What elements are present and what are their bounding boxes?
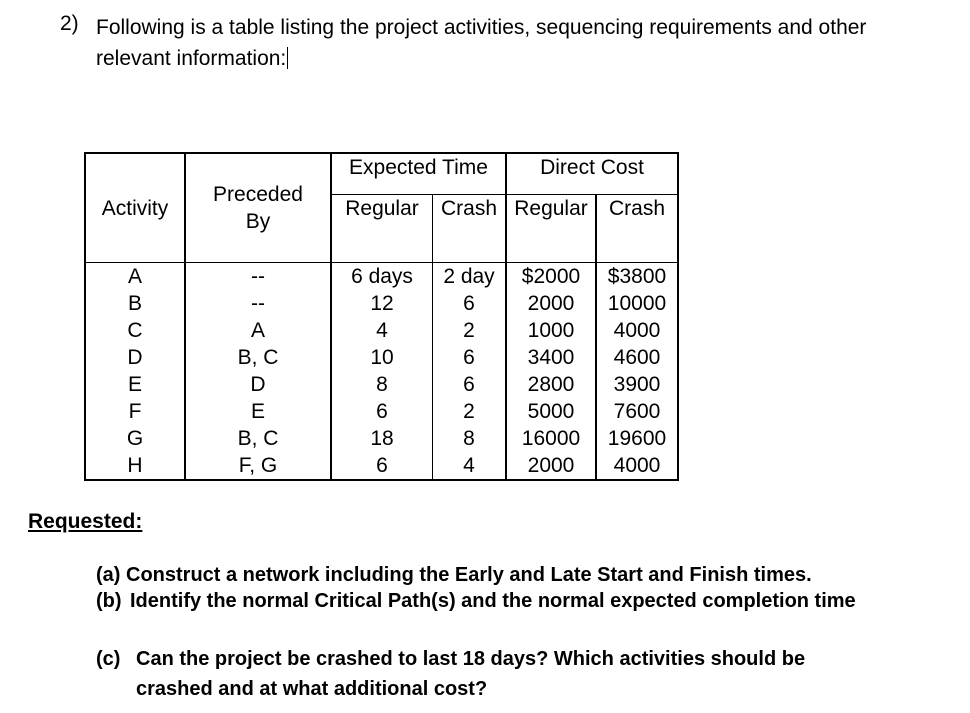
table-row: [85, 344, 678, 371]
header-expected-time: Expected Time: [331, 153, 506, 195]
activity-cell: A: [85, 262, 185, 290]
activity-cell: G: [85, 425, 185, 452]
requested-item-c: [96, 644, 896, 704]
header-spacer: [596, 235, 678, 262]
header-spacer: [331, 235, 433, 262]
cost-crash-cell: $3800: [596, 262, 678, 290]
activity-cell: C: [85, 317, 185, 344]
cost-regular-cell: 1000: [506, 317, 596, 344]
preceded-by-cell: B, C: [185, 425, 331, 452]
activities-table: [84, 152, 679, 481]
header-spacer-row: [85, 235, 678, 262]
cost-crash-cell: 4000: [596, 317, 678, 344]
table-row: [85, 317, 678, 344]
header-direct-cost: Direct Cost: [506, 153, 678, 195]
time-crash-cell: 2 day: [433, 262, 507, 290]
header-spacer: [506, 235, 596, 262]
preceded-by-cell: B, C: [185, 344, 331, 371]
item-b-text: Identify the normal Critical Path(s) and the normal expected completion time: [130, 590, 856, 612]
preceded-by-cell: F, G: [185, 452, 331, 480]
header-spacer: [433, 235, 507, 262]
cost-regular-cell: 2000: [506, 452, 596, 480]
header-cost-regular: Regular: [506, 195, 596, 235]
preceded-by-cell: D: [185, 371, 331, 398]
table-header-row-1: [85, 153, 678, 195]
table-row: [85, 452, 678, 480]
time-crash-cell: 4: [433, 452, 507, 480]
activity-cell: B: [85, 290, 185, 317]
preceded-by-cell: A: [185, 317, 331, 344]
question-number: 2): [60, 12, 79, 35]
time-regular-cell: 6 days: [331, 262, 433, 290]
item-c-marker: (c): [96, 648, 121, 670]
header-spacer: [185, 235, 331, 262]
cost-regular-cell: 2000: [506, 290, 596, 317]
question-text-content: Following is a table listing the project activities, sequencing requirements and other relevant information:: [96, 16, 867, 70]
table-row: [85, 371, 678, 398]
header-cost-crash: Crash: [596, 195, 678, 235]
time-regular-cell: 6: [331, 398, 433, 425]
header-preceded-by: Preceded By: [185, 153, 331, 235]
item-c-text: Can the project be crashed to last 18 days? Which activities should be crashed and at what additional cost?: [136, 648, 806, 700]
header-time-regular: Regular: [331, 195, 433, 235]
table-row: [85, 290, 678, 317]
cost-crash-cell: 19600: [596, 425, 678, 452]
cost-crash-cell: 7600: [596, 398, 678, 425]
activity-cell: F: [85, 398, 185, 425]
cost-regular-cell: 16000: [506, 425, 596, 452]
header-time-crash: Crash: [433, 195, 507, 235]
time-regular-cell: 10: [331, 344, 433, 371]
cost-regular-cell: 3400: [506, 344, 596, 371]
cost-regular-cell: $2000: [506, 262, 596, 290]
header-activity: Activity: [85, 153, 185, 235]
cost-crash-cell: 10000: [596, 290, 678, 317]
time-regular-cell: 4: [331, 317, 433, 344]
preceded-by-cell: E: [185, 398, 331, 425]
cost-regular-cell: 2800: [506, 371, 596, 398]
preceded-by-cell: --: [185, 262, 331, 290]
cost-regular-cell: 5000: [506, 398, 596, 425]
table-row: [85, 425, 678, 452]
activity-cell: H: [85, 452, 185, 480]
time-crash-cell: 8: [433, 425, 507, 452]
cost-crash-cell: 4600: [596, 344, 678, 371]
time-crash-cell: 6: [433, 371, 507, 398]
time-regular-cell: 8: [331, 371, 433, 398]
time-crash-cell: 2: [433, 398, 507, 425]
header-spacer: [85, 235, 185, 262]
item-b-marker: (b): [96, 590, 122, 612]
table-row: [85, 398, 678, 425]
requested-item-a: (a) Construct a network including the Early and Late Start and Finish times.: [96, 564, 812, 586]
time-crash-cell: 6: [433, 344, 507, 371]
table-row: [85, 262, 678, 290]
cost-crash-cell: 4000: [596, 452, 678, 480]
preceded-by-cell: --: [185, 290, 331, 317]
cost-crash-cell: 3900: [596, 371, 678, 398]
activity-cell: E: [85, 371, 185, 398]
time-crash-cell: 6: [433, 290, 507, 317]
time-crash-cell: 2: [433, 317, 507, 344]
requested-item-b: [96, 588, 926, 614]
time-regular-cell: 12: [331, 290, 433, 317]
text-cursor: [287, 47, 288, 69]
question-text: [96, 12, 916, 74]
time-regular-cell: 18: [331, 425, 433, 452]
activity-cell: D: [85, 344, 185, 371]
requested-heading: Requested:: [28, 510, 143, 533]
time-regular-cell: 6: [331, 452, 433, 480]
